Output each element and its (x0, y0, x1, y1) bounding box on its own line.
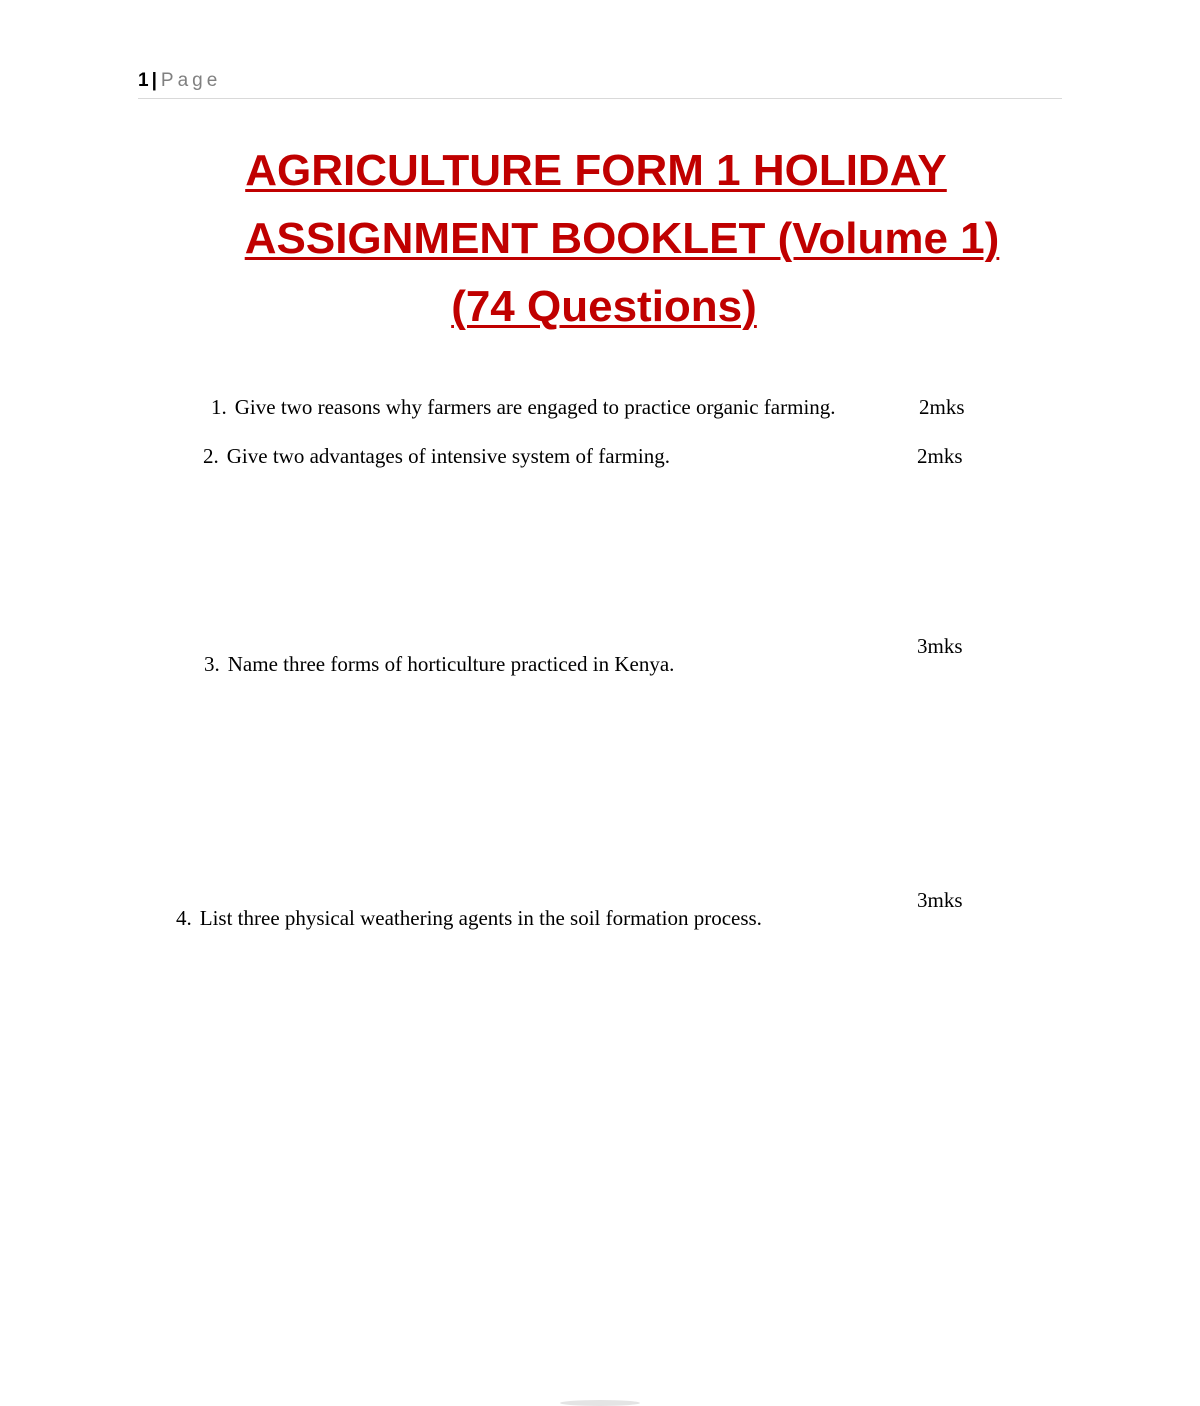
question-3-marks: 3mks (917, 634, 963, 658)
question-4 (176, 906, 762, 931)
question-number: 3. (204, 652, 220, 676)
page-number: 1 (138, 70, 149, 91)
question-number: 1. (211, 395, 227, 419)
question-number: 4. (176, 906, 192, 930)
question-1 (211, 395, 836, 420)
page-header (138, 70, 1062, 99)
question-text: Give two reasons why farmers are engaged to practice organic farming. (234, 395, 836, 419)
title-line-2: ASSIGNMENT BOOKLET (Volume 1) (244, 214, 1000, 263)
question-text: Give two advantages of intensive system of farming. (226, 444, 670, 468)
title-line-3: (74 Questions) (451, 282, 757, 331)
question-4-marks: 3mks (917, 888, 963, 912)
scan-mark (560, 1400, 640, 1406)
question-text: List three physical weathering agents in the soil formation process. (199, 906, 762, 930)
question-1-marks: 2mks (919, 395, 965, 419)
title-line-1: AGRICULTURE FORM 1 HOLIDAY (245, 146, 947, 195)
page-separator: | (151, 70, 157, 91)
page-word: Page (160, 70, 222, 91)
question-2 (203, 444, 670, 469)
question-number: 2. (203, 444, 219, 468)
question-3 (204, 652, 674, 677)
question-2-marks: 2mks (917, 444, 963, 468)
question-text: Name three forms of horticulture practiced in Kenya. (227, 652, 675, 676)
